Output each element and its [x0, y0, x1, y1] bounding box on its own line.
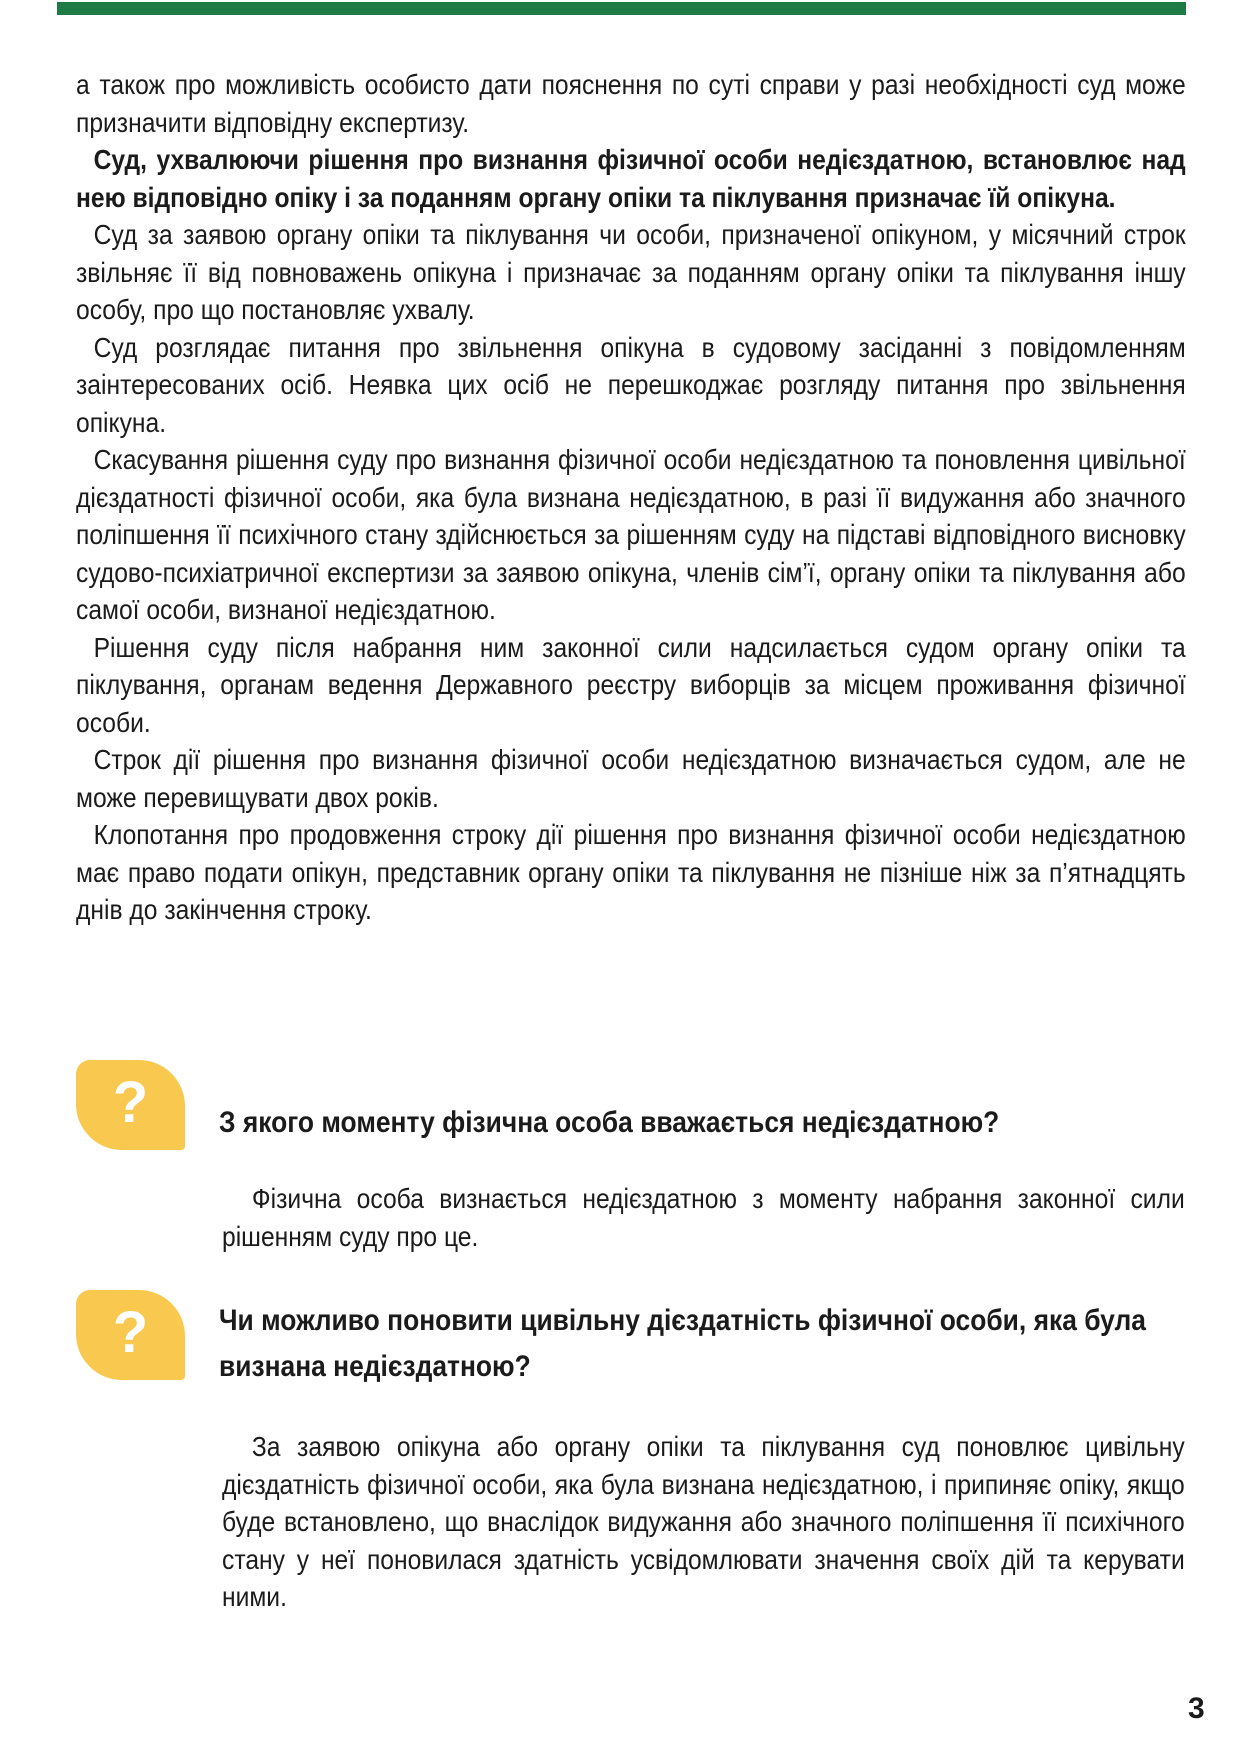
- answer-text: Фізична особа визнається недієздатною з моменту набрання законної сили рішенням суду про це.: [222, 1183, 1185, 1252]
- qa-block-2: [76, 1288, 1186, 1388]
- question-mark-glyph: ?: [112, 1070, 149, 1135]
- paragraph: Рішення суду після набрання ним законної сили надсилається судом органу опіки та піклування, органам ведення Державного реєстру виборців за місцем проживання фізичної особи.: [76, 631, 1186, 738]
- question-title: З якого моменту фізична особа вважається недієздатною?: [219, 1106, 1000, 1139]
- paragraph-bold: Суд, ухвалюючи рішення про визнання фізичної особи недієздатною, встановлює над нею відповідно опіку і за поданням органу опіки та піклування призначає їй опікуна.: [76, 144, 1186, 213]
- qa-block-1: [76, 1058, 1186, 1158]
- paragraph: Клопотання про продовження строку дії рішення про визнання фізичної особи недієздатною має право подати опікун, представник органу опіки та піклування не пізніше ніж за п’ятнадцять днів до закінчення строку.: [76, 819, 1186, 925]
- body-text: [76, 66, 1186, 929]
- question-mark-glyph: ?: [112, 1300, 149, 1365]
- paragraph: Скасування рішення суду про визнання фізичної особи недієздатною та поновлення цивільної дієздатності фізичної особи, яка була визнана недієздатною, в разі її видужання або значного поліпшення її психічного стану здійснюється за рішенням суду на підставі відповідного висновку судово-психіатричної експертизи за заявою опікуна, членів сім’ї, органу опіки та піклування або самої особи, визнаної недієздатною.: [76, 444, 1186, 625]
- paragraph: а також про можливість особисто дати пояснення по суті справи у разі необхідності суд може призначити відповідну експертизу.: [76, 69, 1186, 138]
- answer-text: За заявою опікуна або органу опіки та піклування суд поновлює цивільну дієздатність фізичної особи, яка була визнана недієздатною, і припиняє опіку, якщо буде встановлено, що внаслідок видужання або значного поліпшення її психічного стану у неї поновилася здатність усвідомлювати значення своїх дій та керувати ними.: [222, 1431, 1185, 1612]
- question-mark-icon: [76, 1290, 185, 1380]
- paragraph: Суд за заявою органу опіки та піклування чи особи, призначеної опікуном, у місячний строк звільняє її від повноважень опікуна і призначає за поданням органу опіки та піклування іншу особу, про що постановляє ухвалу.: [76, 219, 1186, 325]
- question-title: Чи можливо поновити цивільну дієздатність фізичної особи, яка була визнана недієздатною?: [219, 1304, 1146, 1383]
- paragraph: Строк дії рішення про визнання фізичної особи недієздатною визначається судом, але не може перевищувати двох років.: [76, 744, 1186, 813]
- page-number: 3: [1188, 1692, 1205, 1725]
- paragraph: Суд розглядає питання про звільнення опікуна в судовому засіданні з повідомленням заінтересованих осіб. Неявка цих осіб не перешкоджає розгляду питання про звільнення опікуна.: [76, 331, 1186, 438]
- top-accent-bar: [57, 2, 1186, 15]
- question-mark-icon: [76, 1060, 185, 1150]
